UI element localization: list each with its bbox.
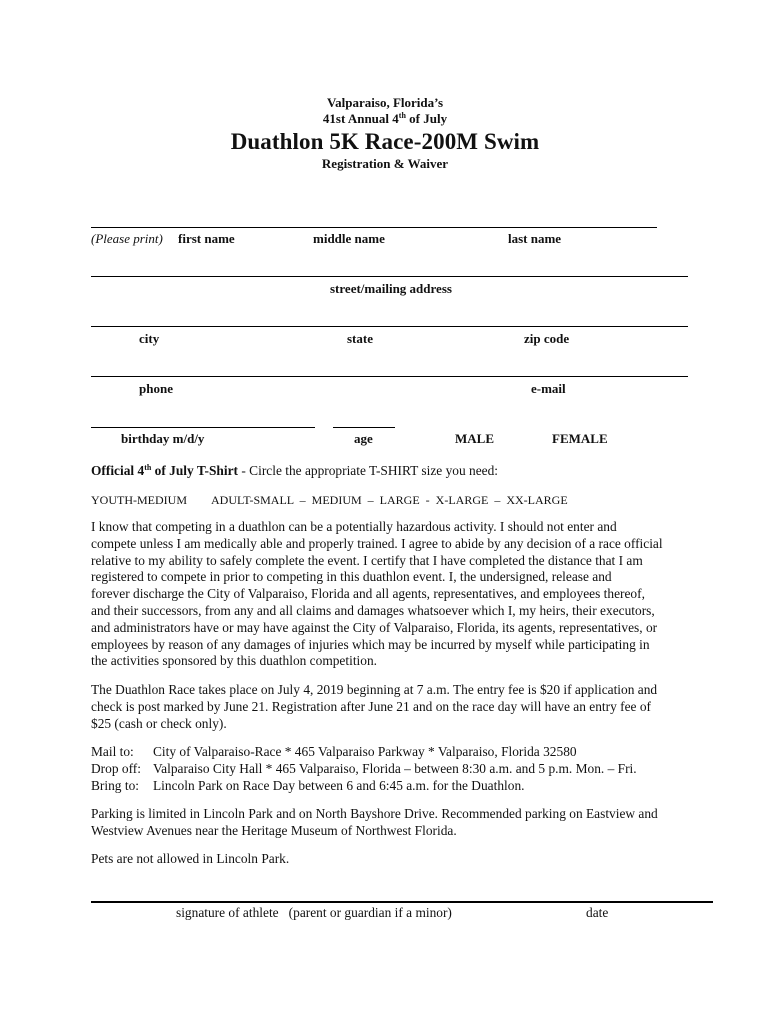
age-line[interactable] bbox=[333, 427, 395, 428]
tshirt-heading bbox=[91, 463, 498, 479]
header-annual-post: of July bbox=[405, 111, 448, 126]
last-name-label: last name bbox=[508, 231, 562, 246]
header-annual-sup: th bbox=[398, 111, 406, 120]
waiver-line: I know that competing in a duathlon can be a potentially hazardous activity. I should not enter and bbox=[91, 519, 617, 534]
waiver-line: and administrators have or may have against the City of Valparaiso, Florida, its agents, representatives, or bbox=[91, 619, 658, 635]
waiver-line: registered to compete in prior to competing in this duathlon event. I, the undersigned, release and bbox=[91, 569, 612, 585]
tshirt-instruction: - Circle the appropriate T-SHIRT size you need: bbox=[238, 463, 499, 478]
waiver-paragraph bbox=[91, 519, 721, 670]
header-annual-pre: 41st Annual 4 bbox=[322, 111, 399, 126]
waiver-line: and their successors, from any and all claims and damages whatsoever which I, my heirs, their executors, bbox=[91, 602, 655, 618]
parking-line: Westview Avenues near the Heritage Museum of Northwest Florida. bbox=[91, 822, 457, 838]
waiver-line: compete unless I am medically able and properly trained. I agree to abide by any decision of a race official bbox=[91, 535, 663, 551]
waiver-line: forever discharge the City of Valparaiso, Florida and all agents, representatives, and employees thereof, bbox=[91, 586, 645, 602]
tshirt-heading-pre: Official 4 bbox=[91, 463, 145, 478]
parking-line: Parking is limited in Lincoln Park and on North Bayshore Drive. Recommended parking on Eastview and bbox=[91, 806, 658, 821]
tshirt-heading-post: of July T-Shirt bbox=[151, 463, 239, 478]
tshirt-heading-sup: th bbox=[144, 463, 152, 472]
email-label: e-mail bbox=[531, 381, 566, 396]
bring-to-line bbox=[91, 778, 721, 795]
drop-off-text: Valparaiso City Hall * 465 Valparaiso, Florida – between 8:30 a.m. and 5 p.m. Mon. – Fri. bbox=[153, 760, 637, 776]
bring-to-label: Bring to: bbox=[91, 777, 139, 793]
waiver-line: employees by reason of any damages of injuries which may be incurred by myself while participating in bbox=[91, 636, 650, 652]
name-line[interactable] bbox=[91, 227, 657, 228]
signature-line[interactable] bbox=[91, 901, 713, 903]
race-info-paragraph bbox=[91, 682, 721, 732]
drop-off-label: Drop off: bbox=[91, 760, 141, 776]
header-location: Valparaiso, Florida’s bbox=[326, 95, 444, 110]
delivery-block bbox=[91, 744, 721, 794]
page-title: Duathlon 5K Race-200M Swim bbox=[230, 129, 540, 154]
city-state-zip-line[interactable] bbox=[91, 326, 688, 327]
mail-to-line bbox=[91, 744, 721, 761]
age-label: age bbox=[354, 431, 373, 446]
drop-off-line bbox=[91, 761, 721, 778]
mail-to-text: City of Valparaiso-Race * 465 Valparaiso Parkway * Valparaiso, Florida 32580 bbox=[153, 744, 577, 759]
pets-notice: Pets are not allowed in Lincoln Park. bbox=[91, 851, 290, 866]
waiver-line: relative to my ability to safely complete the event. I certify that I have completed the distance that I am bbox=[91, 552, 643, 568]
birthday-label: birthday m/d/y bbox=[121, 431, 205, 446]
mail-to-label: Mail to: bbox=[91, 744, 134, 759]
tshirt-youth-option[interactable]: YOUTH-MEDIUM bbox=[91, 493, 187, 507]
first-name-label: first name bbox=[178, 231, 235, 246]
city-label: city bbox=[139, 331, 160, 346]
phone-email-line[interactable] bbox=[91, 376, 688, 377]
zip-label: zip code bbox=[524, 331, 570, 346]
male-option[interactable]: MALE bbox=[455, 431, 494, 446]
tshirt-adult-options[interactable]: ADULT-SMALL – MEDIUM – LARGE - X-LARGE – XX-LARGE bbox=[211, 493, 568, 507]
waiver-line: the activities sponsored by this duathlon competition. bbox=[91, 653, 377, 669]
race-info-line: $25 (cash or check only). bbox=[91, 715, 227, 731]
please-print-label: (Please print) bbox=[91, 231, 163, 246]
parking-paragraph bbox=[91, 806, 721, 840]
date-label: date bbox=[586, 905, 609, 920]
signature-label: signature of athlete (parent or guardian if a minor) bbox=[176, 905, 452, 920]
header-annual bbox=[0, 111, 770, 127]
bring-to-text: Lincoln Park on Race Day between 6 and 6:45 a.m. for the Duathlon. bbox=[153, 777, 525, 793]
birthday-line[interactable] bbox=[91, 427, 315, 428]
address-line[interactable] bbox=[91, 276, 688, 277]
page-subtitle: Registration & Waiver bbox=[321, 156, 449, 171]
middle-name-label: middle name bbox=[313, 231, 385, 246]
race-info-line: The Duathlon Race takes place on July 4, 2019 beginning at 7 a.m. The entry fee is $20 if application and bbox=[91, 682, 658, 697]
female-option[interactable]: FEMALE bbox=[552, 431, 608, 446]
state-label: state bbox=[347, 331, 373, 346]
race-info-line: check is post marked by June 21. Registration after June 21 and on the race day will have an entry fee of bbox=[91, 698, 651, 714]
phone-label: phone bbox=[139, 381, 173, 396]
address-label: street/mailing address bbox=[330, 281, 452, 296]
